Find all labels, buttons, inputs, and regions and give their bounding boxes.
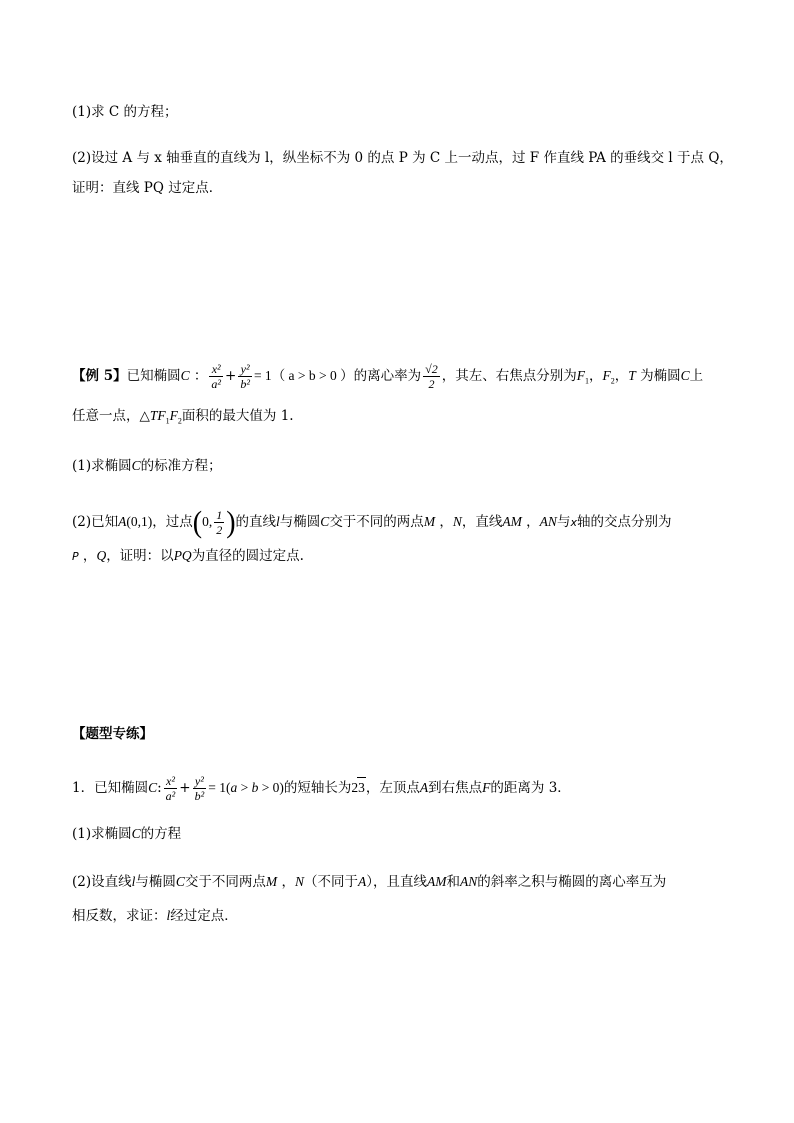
practice-q1-line: 1．已知椭圆C: $\frac{\text{x²}}{\text{a²}}$ + $\frac{\text{y²}}{\text{b²}}$ = 1(a > b > 0)的短轴长为23，左顶点A到右焦点F的距离为 3． xyxy=(72,774,571,803)
example-tag: 【例 5】 xyxy=(72,368,127,384)
practice-part2-line2: 相反数，求证：l经过定点． xyxy=(72,908,238,924)
fraction-x-a: $\frac{\text{x²}}{\text{a²}}$ xyxy=(211,362,222,391)
prev-q-part2-line2: 证明：直线 PQ 过定点． xyxy=(72,180,223,196)
practice-title: 【题型专练】 xyxy=(72,726,153,742)
example5-line1: 【例 5】已知椭圆C ： $\frac{\text{x²}}{\text{a²}}$ + $\frac{\text{y²}}{\text{b²}}$ = 1（ a > b > 0 ）的离心率为 $\frac{√2}{2}$ ，其左、右焦点分别为$F_1$，$F_2$，T 为椭圆C上 xyxy=(72,362,704,391)
fraction-eccentricity: $\frac{√2}{2}$ xyxy=(425,362,438,391)
example5-part2-line2: P ，Q，证明：以PQ为直径的圆过定点. xyxy=(72,548,304,564)
example5-line2: 任意一点，$\triangle TF_1F_2$面积的最大值为 1. xyxy=(72,408,294,426)
practice-part2-line1: (2)设直线l与椭圆C交于不同两点M ，N（不同于A），且直线AM和AN的斜率之积与椭圆的离心率互为 xyxy=(72,874,667,890)
example5-part1: (1)求椭圆C的标准方程； xyxy=(72,458,222,474)
prev-q-part2-line1: (2)设过 A 与 x 轴垂直的直线为 l，纵坐标不为 0 的点 P 为 C 上一动点，过 F 作直线 PA 的垂线交 l 于点 Q， xyxy=(72,150,733,166)
practice-part1: (1)求椭圆C的方程 xyxy=(72,826,182,842)
example5-part2-line1: (2)已知A(0,1)，过点(0, $\frac{1}{2}$ )的直线l与椭圆C交于不同的两点M ，N，直线AM ，AN与x轴的交点分别为 xyxy=(72,504,672,539)
fraction-y-b: $\frac{\text{y²}}{\text{b²}}$ xyxy=(240,362,250,391)
prev-q-part1: (1)求 C 的方程； xyxy=(72,104,178,120)
